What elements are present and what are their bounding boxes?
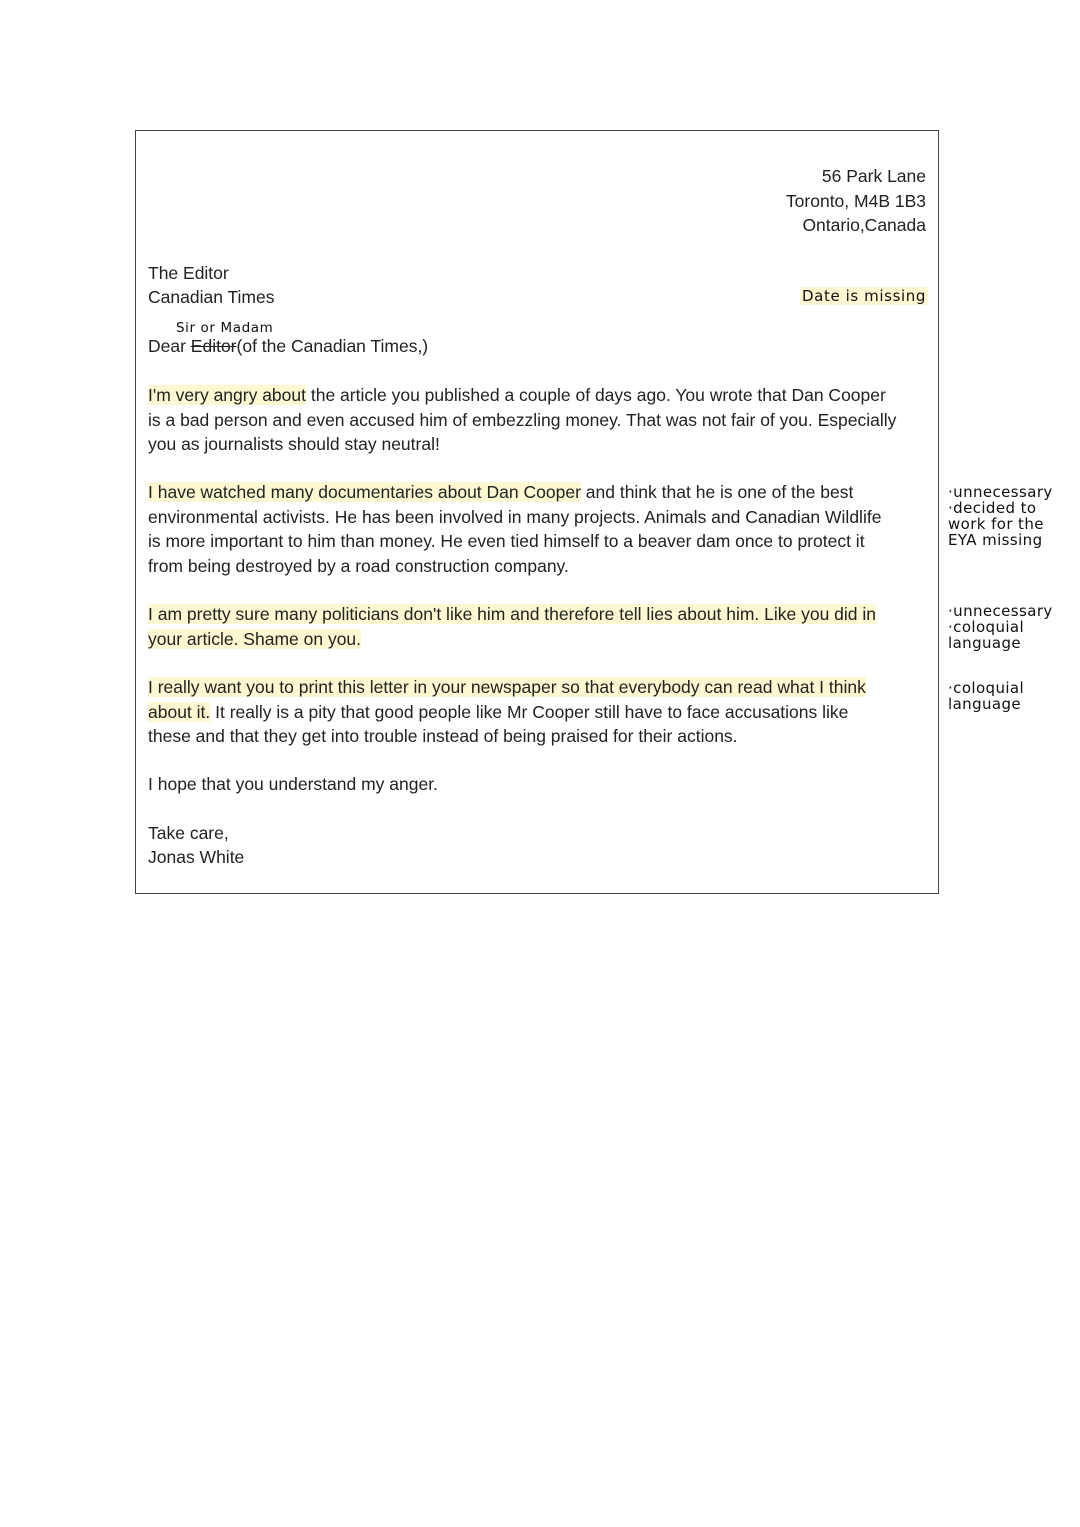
- margin-note-3-line-1: ·coloquial: [948, 679, 1025, 697]
- salutation-suffix: (of the Canadian Times,): [236, 336, 429, 356]
- paragraph-4-line-2: It really is a pity that good people like Mr Cooper still have to face accusations like: [210, 701, 849, 722]
- margin-note-3-line-2: language: [948, 695, 1022, 713]
- margin-note-1-line-3: work for the: [948, 515, 1044, 533]
- paragraph-3-line-1: I am pretty sure many politicians don't like him and therefore tell lies about him. Like you did in: [148, 604, 877, 624]
- paragraph-2-line-1: and think that he is one of the best: [580, 482, 854, 502]
- margin-note-2-line-1: ·unnecessary: [948, 602, 1053, 620]
- paragraph-4-line-3: these and that they get into trouble instead of being praised for their actions.: [148, 726, 738, 746]
- margin-note-1-line-4: EYA missing: [948, 531, 1043, 549]
- margin-note-2-line-2: ·coloquial: [948, 618, 1025, 636]
- paragraph-1-line-3: you as journalists should stay neutral!: [148, 434, 440, 454]
- salutation-annotation: Sir or Madam: [176, 320, 274, 336]
- margin-note-1: [948, 484, 1053, 548]
- recipient-line-2: Canadian Times: [148, 287, 275, 307]
- paragraph-4-line-1: I really want you to print this letter in your newspaper so that everybody can read what I think: [148, 677, 866, 697]
- salutation: [148, 334, 428, 359]
- margin-note-3: [948, 680, 1024, 712]
- paragraph-2-highlight: I have watched many documentaries about Dan Cooper: [148, 482, 581, 502]
- margin-note-1-line-2: ·decided to: [948, 499, 1037, 517]
- address-line-1: 56 Park Lane: [821, 166, 926, 186]
- sender-address: [786, 164, 926, 238]
- recipient-line-1: The Editor: [148, 263, 229, 283]
- paragraph-1-highlight: I'm very angry about: [148, 385, 306, 405]
- address-line-2: Toronto, M4B 1B3: [785, 190, 926, 211]
- margin-note-2-line-3: language: [948, 634, 1022, 652]
- margin-note-2: [948, 603, 1053, 651]
- paragraph-2-line-2: environmental activists. He has been involved in many projects. Animals and Canadian Wildlife: [148, 506, 882, 527]
- paragraph-3: [148, 602, 876, 651]
- date-missing-annotation: Date is missing: [802, 287, 926, 305]
- signoff-line-1: Take care,: [148, 823, 229, 843]
- paragraph-3-line-2: your article. Shame on you.: [148, 628, 362, 649]
- paragraph-1-line-2: is a bad person and even accused him of embezzling money. That was not fair of you. Especially: [148, 409, 897, 430]
- margin-note-1-line-1: ·unnecessary: [948, 483, 1053, 501]
- signoff-name: Jonas White: [148, 847, 245, 867]
- paragraph-4: [148, 675, 866, 749]
- paragraph-2: [148, 480, 881, 578]
- salutation-prefix: Dear: [148, 336, 191, 356]
- paragraph-4-highlight-2: about it.: [148, 701, 211, 722]
- paragraph-2-line-3: is more important to him than money. He even tied himself to a beaver dam once to protect it: [148, 531, 865, 551]
- salutation-struck-word: Editor: [190, 336, 237, 356]
- closing-paragraph: I hope that you understand my anger.: [148, 774, 438, 794]
- letter-box: [135, 130, 939, 894]
- address-line-3: Ontario,Canada: [802, 215, 926, 235]
- paragraph-2-line-4: from being destroyed by a road construction company.: [148, 555, 569, 576]
- paragraph-1: [148, 383, 896, 457]
- paragraph-1-line-1: the article you published a couple of days ago. You wrote that Dan Cooper: [306, 385, 886, 405]
